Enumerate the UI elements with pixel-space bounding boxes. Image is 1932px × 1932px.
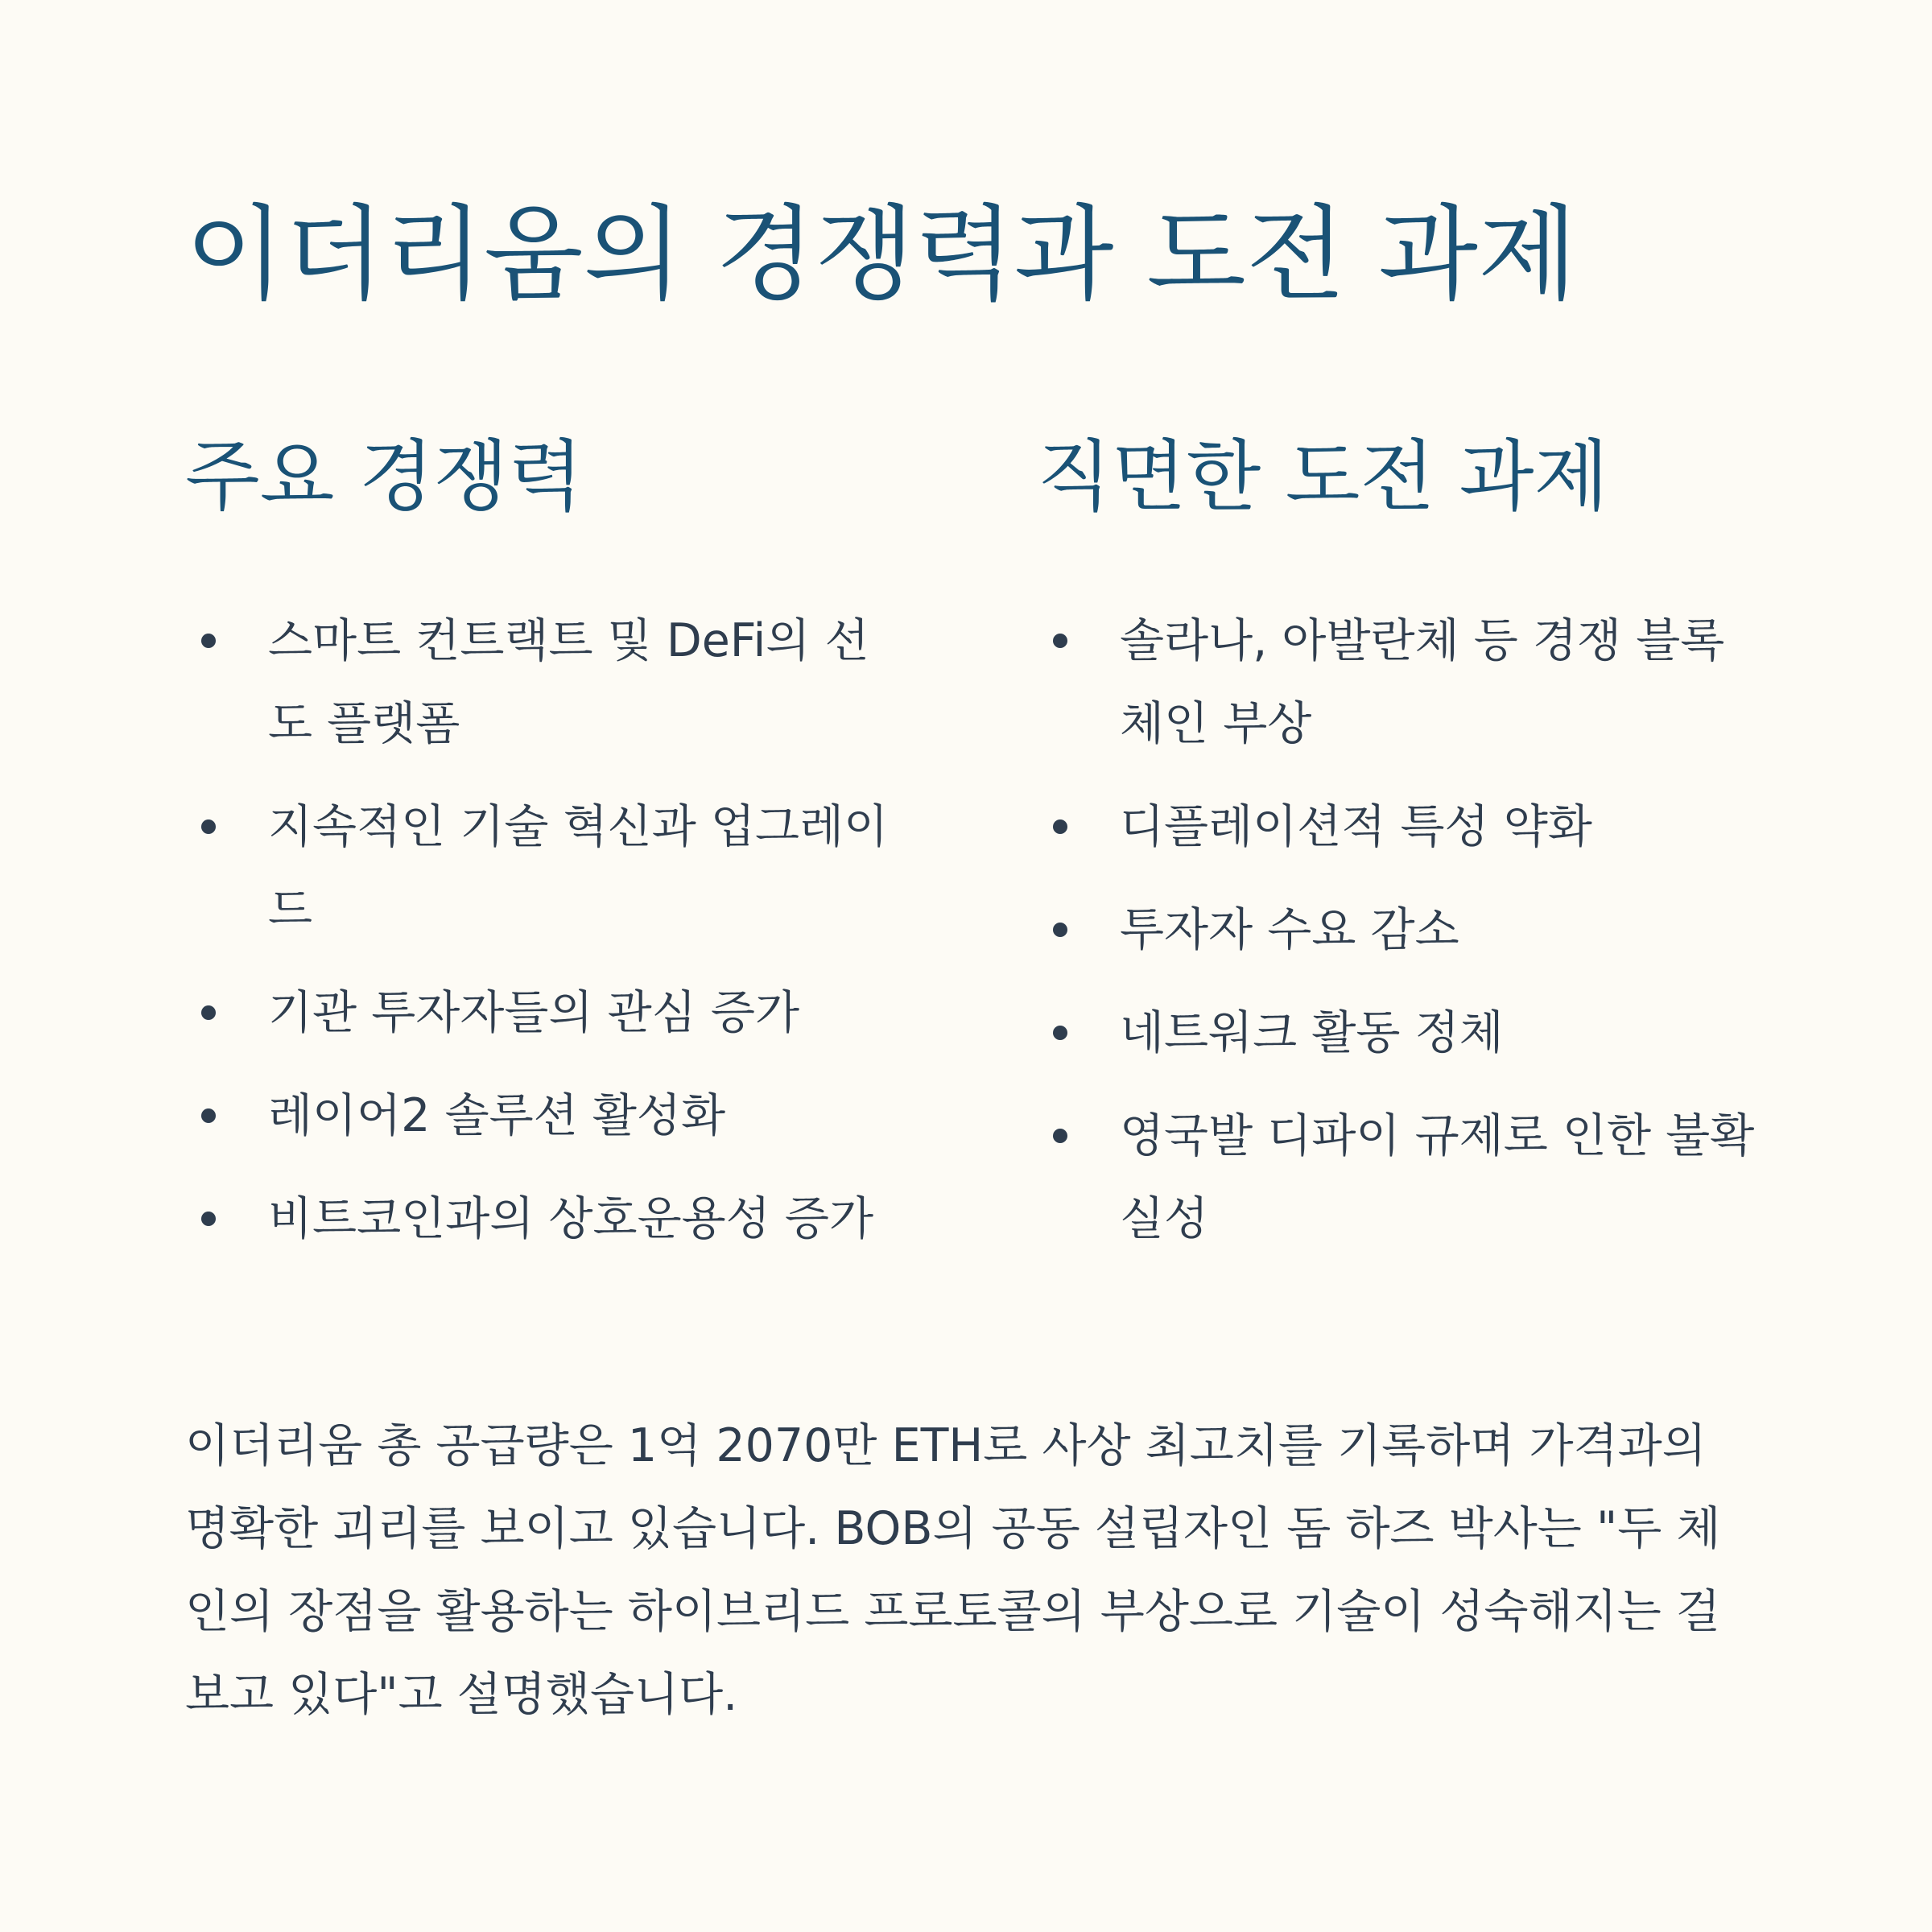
list-item-text: 기관 투자자들의 관심 증가 — [268, 986, 800, 1040]
list-item — [185, 786, 894, 952]
bullet-icon — [1053, 1129, 1067, 1143]
summary-paragraph: 이더리움 총 공급량은 1억 2070만 ETH로 사상 최고치를 기록하며 가격과의 명확한 괴리를 보이고 있습니다. BOB의 공동 설립자인 돔 하즈 박사는 "두 체인의 장점을 활용하는 하이브리드 프로토콜의 부상으로 기술이 성숙해지는 걸 보고 있다"고 설명했습니다. — [185, 1419, 1721, 1721]
list-item — [185, 1178, 894, 1261]
page-title: 이더리움의 경쟁력과 도전 과제 — [185, 195, 1578, 315]
challenges-list — [1037, 600, 1761, 1261]
list-item — [1037, 600, 1761, 766]
list-item-text: 네트워크 활동 정체 — [1120, 1006, 1504, 1060]
slide — [185, 0, 1755, 1932]
list-item-text: 디플레이션적 특성 약화 — [1120, 800, 1592, 854]
list-item-text: 비트코인과의 상호운용성 증가 — [268, 1192, 874, 1246]
list-item-text: 스마트 컨트랙트 및 DeFi의 선도 플랫폼 — [268, 614, 869, 751]
list-item — [1037, 889, 1761, 972]
list-item-text: 레이어2 솔루션 활성화 — [268, 1089, 726, 1143]
list-item — [1037, 1095, 1761, 1261]
bullet-icon — [1053, 819, 1067, 834]
list-item — [185, 600, 894, 766]
bullet-icon — [1053, 634, 1067, 648]
list-item-text: 지속적인 기술 혁신과 업그레이드 — [268, 800, 889, 937]
list-item — [185, 1075, 894, 1158]
bullet-icon — [201, 634, 216, 648]
bullet-icon — [201, 819, 216, 834]
challenges-heading: 직면한 도전 과제 — [1037, 431, 1609, 522]
list-item-text: 영국발 디파이 규제로 인한 불확실성 — [1120, 1109, 1755, 1246]
strengths-list — [185, 600, 894, 1261]
list-item — [185, 972, 894, 1055]
strengths-section — [185, 431, 894, 1281]
strengths-heading: 주요 경쟁력 — [185, 431, 584, 522]
bullet-icon — [201, 1108, 216, 1123]
list-item — [1037, 992, 1761, 1075]
bullet-icon — [1053, 923, 1067, 937]
bullet-icon — [201, 1212, 216, 1226]
challenges-section — [1037, 431, 1761, 1281]
list-item-text: 투자자 수요 감소 — [1120, 903, 1459, 957]
list-item — [1037, 786, 1761, 869]
list-item-text: 솔라나, 아발란체 등 경쟁 블록체인 부상 — [1120, 614, 1725, 751]
bullet-icon — [201, 1005, 216, 1020]
bullet-icon — [1053, 1026, 1067, 1040]
